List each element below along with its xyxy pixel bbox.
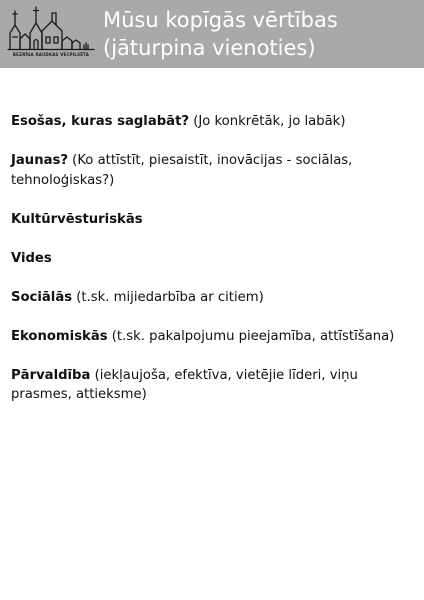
list-item-social: [11, 288, 416, 308]
list-item-governance: [11, 366, 416, 405]
item-heading: Jaunas?: [11, 153, 68, 168]
list-item-economic: [11, 327, 416, 347]
list-item-existing: [11, 112, 416, 132]
town-skyline-logo: [6, 3, 96, 63]
item-heading: Sociālās: [11, 289, 73, 305]
title-line-1: Mūsu kopīgās vērtības: [103, 8, 338, 32]
item-description: (Jo konkrētāk, jo labāk): [189, 114, 346, 129]
header-banner: [0, 0, 424, 68]
item-heading: Ekonomiskās: [11, 328, 108, 344]
list-item-new: [11, 151, 416, 190]
values-list: [11, 112, 416, 424]
page-title: [103, 6, 421, 62]
item-description: (iekļaujoša, efektīva, vietējie līderi, viņu prasmes, attieksme): [11, 367, 358, 402]
list-item-environment: [11, 249, 416, 269]
item-description: (t.sk. pakalpojumu pieejamība, attīstīšana): [107, 328, 395, 344]
item-heading: Vides: [11, 250, 52, 266]
list-item-cultural-historical: [11, 210, 416, 230]
item-description: (Ko attīstīt, piesaistīt, inovācijas - sociālas, tehnoloģiskas?): [11, 153, 353, 188]
title-line-2: (jāturpina vienoties): [103, 36, 316, 60]
logo-caption: BEZRĪGA RAUDKAS VECPILSĒTA: [12, 52, 90, 57]
item-heading: Pārvaldība: [11, 367, 91, 383]
skyline-icon: [6, 3, 96, 53]
item-heading: Esošas, kuras saglabāt?: [11, 114, 190, 129]
item-heading: Kultūrvēsturiskās: [11, 211, 143, 227]
item-description: (t.sk. mijiedarbība ar citiem): [72, 289, 264, 305]
